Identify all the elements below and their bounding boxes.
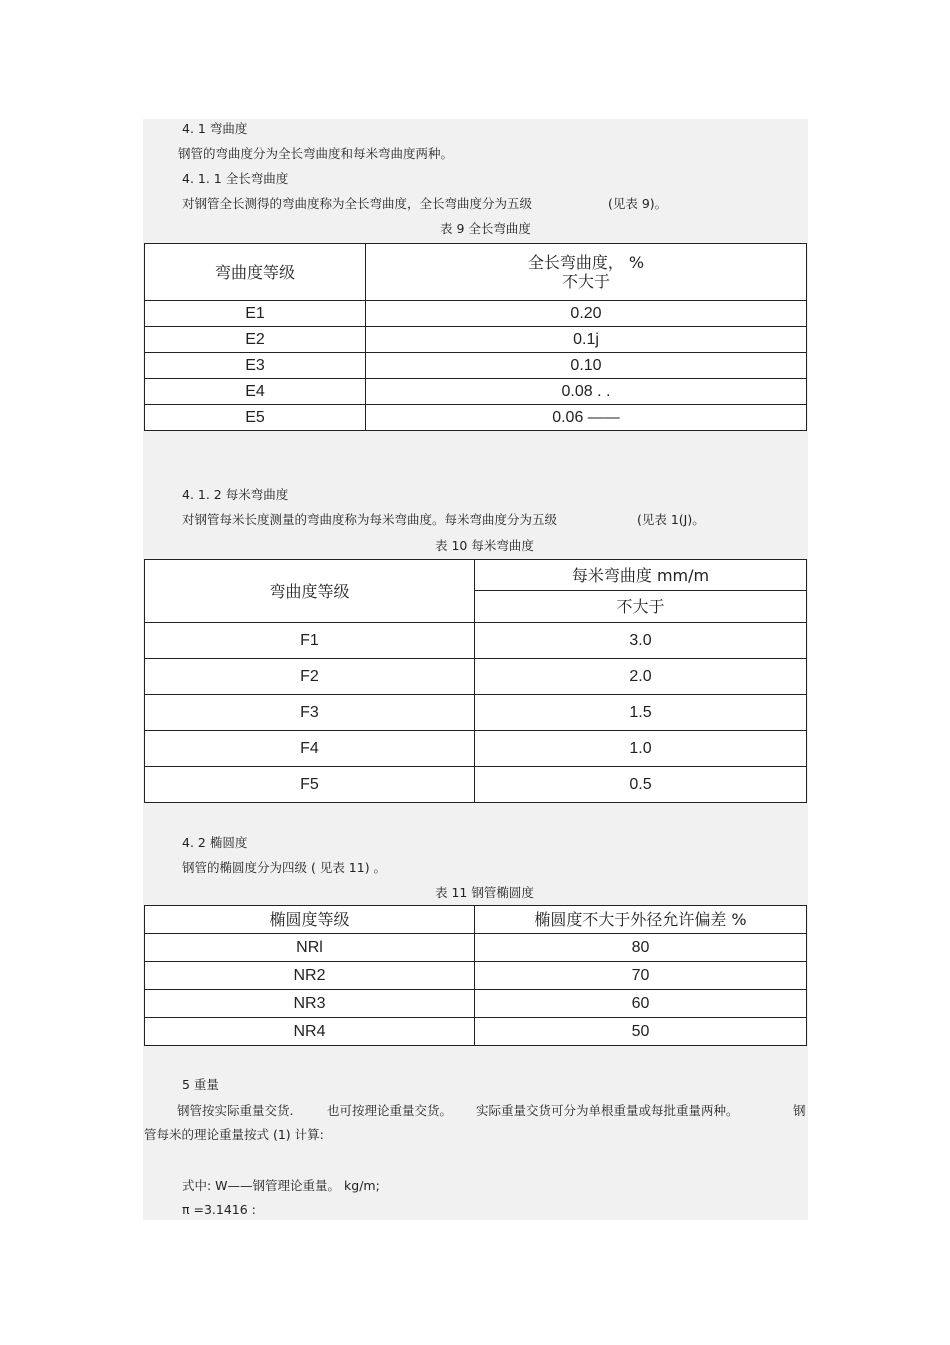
section-heading-5: 5 重量: [182, 1077, 219, 1092]
header-line: 全长弯曲度， %: [527, 253, 645, 272]
table-10: [144, 559, 807, 803]
header-cell: 每米弯曲度 mm/m: [475, 560, 807, 591]
grade-cell: E1: [145, 301, 366, 327]
table-9: [144, 243, 807, 431]
value-cell: 2.0: [475, 659, 807, 695]
table-header-row: [145, 906, 807, 934]
table-row: [145, 767, 807, 803]
header-cell: 弯曲度等级: [145, 244, 366, 301]
paragraph-5-part-b: 也可按理论重量交货。: [327, 1103, 453, 1118]
table-row: [145, 1018, 807, 1046]
value-cell: 50: [475, 1018, 807, 1046]
header-cell: 不大于: [475, 591, 807, 623]
grade-cell: NR4: [145, 1018, 475, 1046]
value-cell: 1.5: [475, 695, 807, 731]
grade-cell: NR3: [145, 990, 475, 1018]
value-cell: 0.08 . .: [366, 379, 807, 405]
grade-cell: F2: [145, 659, 475, 695]
paragraph-4-1-2: 对钢管每米长度测量的弯曲度称为每米弯曲度。每米弯曲度分为五级: [182, 512, 558, 527]
value-cell: 60: [475, 990, 807, 1018]
value-cell: 0.1j: [366, 327, 807, 353]
table-row: [145, 301, 807, 327]
table-row: [145, 327, 807, 353]
paragraph-4-1-1-ref: (见表 9)。: [608, 196, 668, 211]
grade-cell: F3: [145, 695, 475, 731]
header-cell: 弯曲度等级: [145, 560, 475, 623]
value-cell: 0.10: [366, 353, 807, 379]
header-cell: 椭圆度不大于外径允许偏差 %: [475, 906, 807, 934]
header-line: 不大于: [561, 272, 610, 291]
grade-cell: NRl: [145, 934, 475, 962]
value-cell: 0.06 ——: [366, 405, 807, 431]
grade-cell: NR2: [145, 962, 475, 990]
table-header-row: [145, 560, 807, 591]
paragraph-5-line-2: 管每米的理论重量按式 (1) 计算:: [144, 1127, 324, 1142]
paragraph-4-2: 钢管的椭圆度分为四级 ( 见表 11) 。: [182, 860, 387, 875]
table-11-caption: 表 11 钢管椭圆度: [435, 885, 534, 900]
table-row: [145, 962, 807, 990]
paragraph-5-part-c: 实际重量交货可分为单根重量或每批重量两种。: [476, 1103, 739, 1118]
value-cell: 3.0: [475, 623, 807, 659]
subsection-heading-4-1-2: 4. 1. 2 每米弯曲度: [182, 487, 289, 502]
table-row: [145, 934, 807, 962]
table-row: [145, 623, 807, 659]
value-cell: 1.0: [475, 731, 807, 767]
table-row: [145, 353, 807, 379]
grade-cell: E2: [145, 327, 366, 353]
paragraph-4-1-2-ref: (见表 1(J)。: [637, 512, 705, 527]
header-cell: 椭圆度等级: [145, 906, 475, 934]
table-row: [145, 405, 807, 431]
table-row: [145, 731, 807, 767]
grade-cell: E3: [145, 353, 366, 379]
table-row: [145, 990, 807, 1018]
pi-definition-line: π =3.1416 :: [182, 1202, 256, 1217]
section-intro-4-1: 钢管的弯曲度分为全长弯曲度和每米弯曲度两种。: [178, 146, 454, 161]
formula-where-line: 式中: W——钢管理论重量。 kg/m;: [182, 1178, 380, 1193]
grade-cell: E5: [145, 405, 366, 431]
paragraph-5-part-a: 钢管按实际重量交货.: [177, 1103, 294, 1118]
value-cell: 0.20: [366, 301, 807, 327]
table-row: [145, 379, 807, 405]
paragraph-4-1-1: 对钢管全长测得的弯曲度称为全长弯曲度，全长弯曲度分为五级: [182, 196, 533, 211]
value-cell: 80: [475, 934, 807, 962]
grade-cell: E4: [145, 379, 366, 405]
table-row: [145, 695, 807, 731]
value-cell: 70: [475, 962, 807, 990]
paragraph-5-part-d: 钢: [793, 1103, 806, 1118]
header-cell: [366, 244, 807, 301]
section-heading-4-2: 4. 2 椭圆度: [182, 835, 248, 850]
table-row: [145, 659, 807, 695]
table-9-caption: 表 9 全长弯曲度: [440, 221, 531, 236]
table-header-row: [145, 244, 807, 301]
table-11: [144, 905, 807, 1046]
grade-cell: F4: [145, 731, 475, 767]
table-10-caption: 表 10 每米弯曲度: [435, 538, 534, 553]
grade-cell: F5: [145, 767, 475, 803]
subsection-heading-4-1-1: 4. 1. 1 全长弯曲度: [182, 171, 289, 186]
section-heading-4-1: 4. 1 弯曲度: [182, 121, 248, 136]
value-cell: 0.5: [475, 767, 807, 803]
grade-cell: F1: [145, 623, 475, 659]
